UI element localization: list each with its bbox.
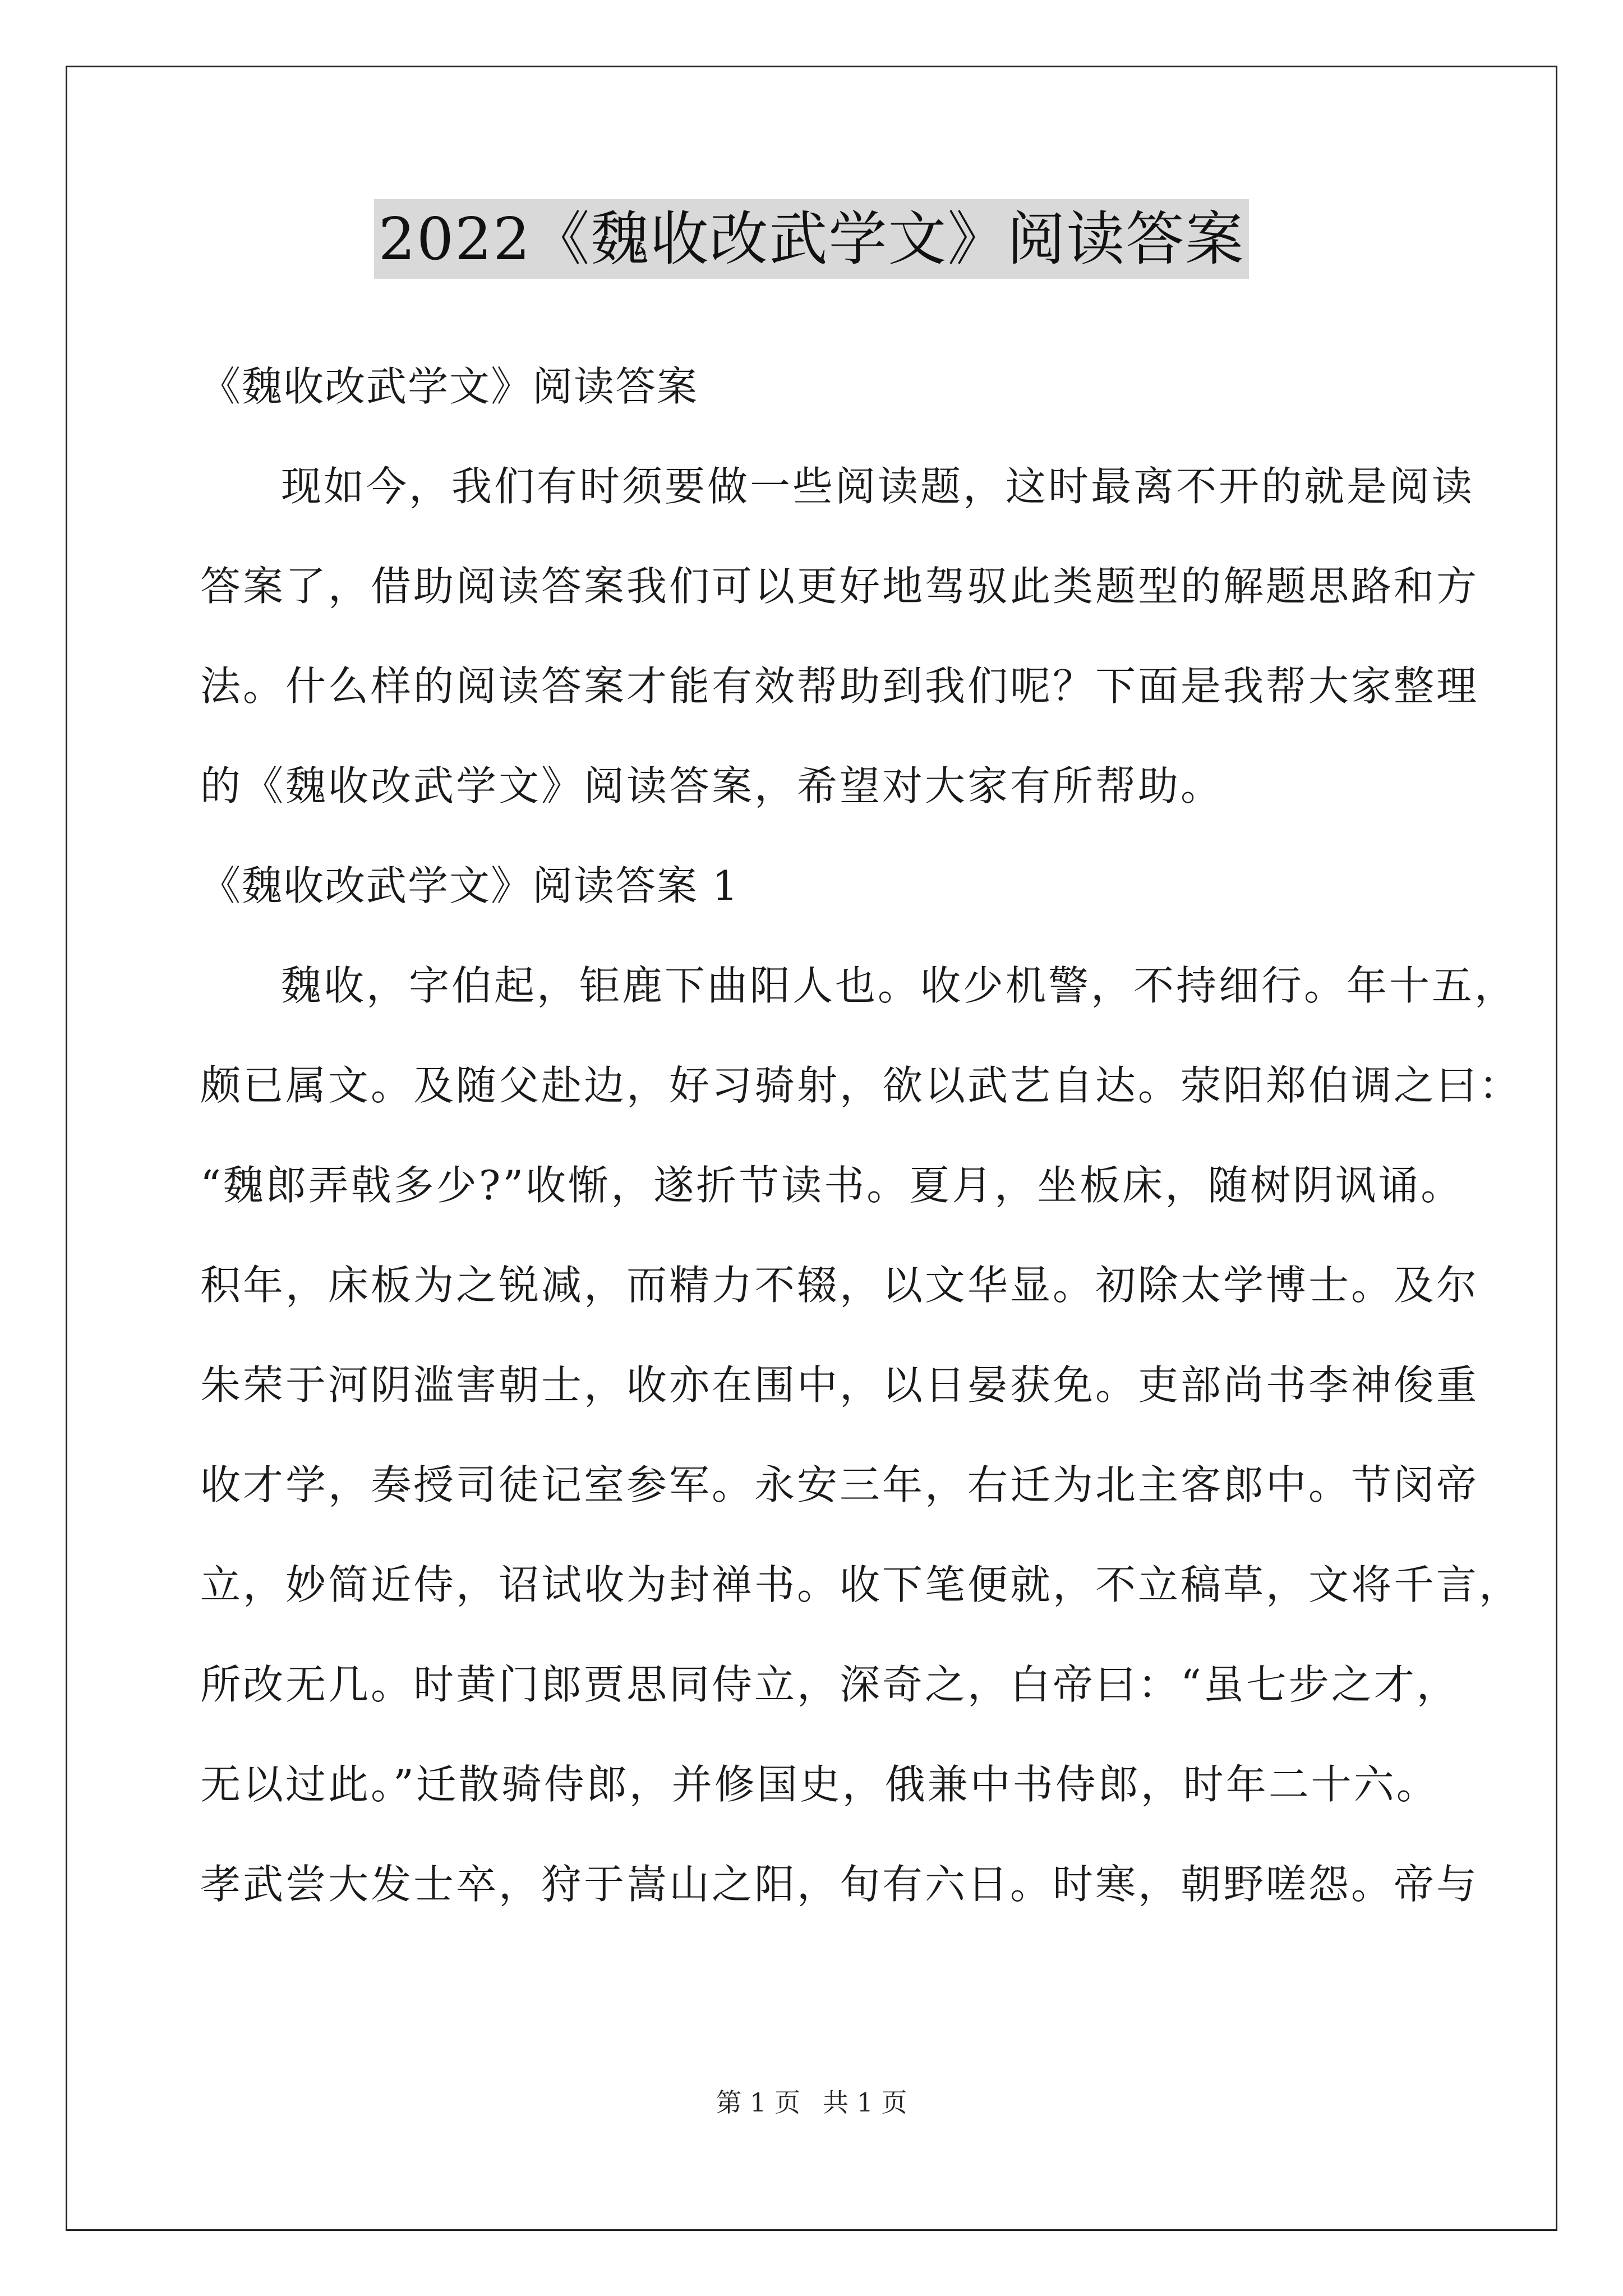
paragraph-line: 现如今，我们有时须要做一些阅读题，这时最离不开的就是阅读 [281, 463, 1475, 510]
paragraph-line: 立，妙简近侍，诏试收为封禅书。收下笔便就，不立稿草，文将千言， [200, 1561, 1522, 1608]
page-number: 第 1 页 [716, 2087, 800, 2118]
paragraph-line: 的《魏收改武学文》阅读答案，希望对大家有所帮助。 [200, 762, 1224, 809]
title-container [0, 199, 1623, 279]
document-title: 2022《魏收改武学文》阅读答案 [374, 199, 1249, 279]
page-footer [0, 2086, 1623, 2119]
paragraph-line: 收才学，奏授司徒记室参军。永安三年，右迁为北主客郎中。节闵帝 [200, 1461, 1479, 1508]
paragraph-line: 积年，床板为之锐减，而精力不辍，以文华显。初除太学博士。及尔 [200, 1262, 1479, 1309]
paragraph-line: 颇已属文。及随父赴边，好习骑射，欲以武艺自达。荥阳郑伯调之曰： [200, 1062, 1522, 1109]
section-heading: 《魏收改武学文》阅读答案 [200, 363, 699, 410]
paragraph-line: “魏郎弄戟多少?”收惭，遂折节读书。夏月，坐板床，随树阴讽诵。 [200, 1162, 1464, 1209]
page-total: 共 1 页 [823, 2087, 907, 2118]
paragraph-line: 无以过此。”迁散骑侍郎，并修国史，俄兼中书侍郎，时年二十六。 [200, 1761, 1439, 1808]
section-heading: 《魏收改武学文》阅读答案 1 [200, 862, 739, 909]
paragraph-line: 魏收，字伯起，钜鹿下曲阳人也。收少机警，不持细行。年十五， [281, 962, 1518, 1009]
paragraph-line: 所改无几。时黄门郎贾思同侍立，深奇之，白帝曰：“虽七步之才， [200, 1661, 1459, 1708]
paragraph-line: 法。什么样的阅读答案才能有效帮助到我们呢？下面是我帮大家整理 [200, 662, 1479, 710]
document-body [200, 337, 1522, 1934]
paragraph-line: 答案了，借助阅读答案我们可以更好地驾驭此类题型的解题思路和方 [200, 563, 1479, 610]
paragraph-line: 孝武尝大发士卒，狩于嵩山之阳，旬有六日。时寒，朝野嗟怨。帝与 [200, 1861, 1479, 1908]
paragraph-line: 朱荣于河阴滥害朝士，收亦在围中，以日晏获免。吏部尚书李神俊重 [200, 1361, 1479, 1409]
